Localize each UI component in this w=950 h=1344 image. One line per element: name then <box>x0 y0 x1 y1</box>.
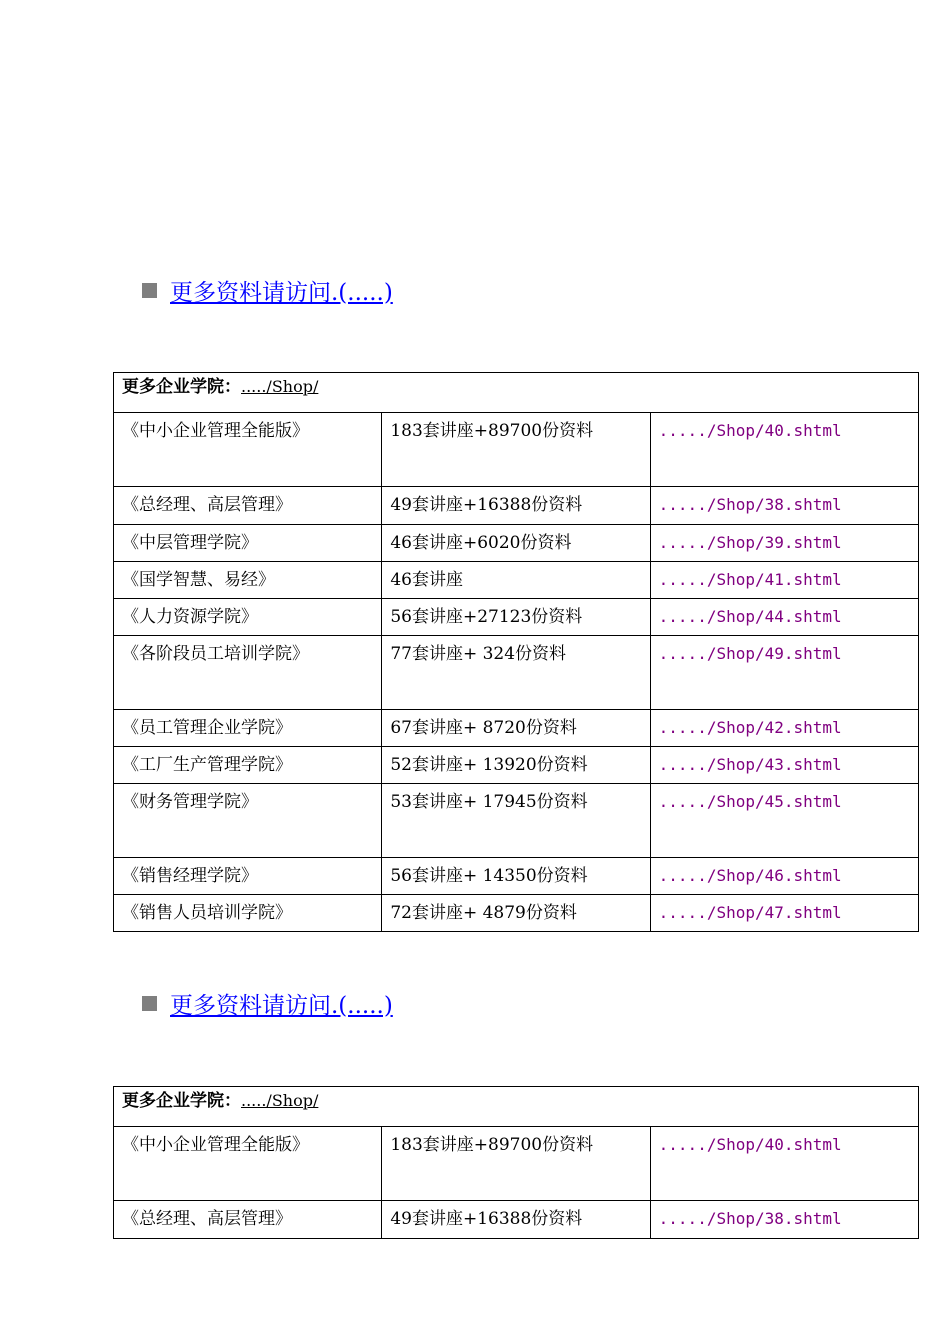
course-url <box>650 710 918 747</box>
table-row <box>114 413 919 487</box>
table-row <box>114 747 919 784</box>
course-link[interactable]: ...../Shop/39.shtml <box>658 533 842 552</box>
course-url <box>650 562 918 599</box>
course-link[interactable]: ...../Shop/49.shtml <box>658 644 842 663</box>
more-materials-link[interactable]: 更多资料请访问.(.....) <box>170 992 393 1019</box>
course-url <box>650 599 918 636</box>
course-desc: 53套讲座+ 17945份资料 <box>382 784 650 858</box>
heading-2 <box>142 985 393 1021</box>
table-row <box>114 710 919 747</box>
course-url <box>650 1127 918 1201</box>
course-link[interactable]: ...../Shop/44.shtml <box>658 607 842 626</box>
more-materials-link[interactable]: 更多资料请访问.(.....) <box>170 279 393 306</box>
course-url <box>650 525 918 562</box>
table-row <box>114 599 919 636</box>
course-url <box>650 858 918 895</box>
course-link[interactable]: ...../Shop/40.shtml <box>658 421 842 440</box>
shop-link[interactable]: ...../Shop/ <box>241 377 319 396</box>
course-name: 《销售经理学院》 <box>114 858 382 895</box>
table-header-cell <box>114 1087 919 1127</box>
course-desc: 52套讲座+ 13920份资料 <box>382 747 650 784</box>
course-desc: 67套讲座+ 8720份资料 <box>382 710 650 747</box>
course-link[interactable]: ...../Shop/47.shtml <box>658 903 842 922</box>
table-header-row <box>114 1087 919 1127</box>
course-name: 《财务管理学院》 <box>114 784 382 858</box>
header-label: 更多企业学院： <box>122 377 241 397</box>
course-desc: 56套讲座+27123份资料 <box>382 599 650 636</box>
course-desc: 183套讲座+89700份资料 <box>382 413 650 487</box>
course-desc: 56套讲座+ 14350份资料 <box>382 858 650 895</box>
heading-1 <box>142 272 393 308</box>
course-url <box>650 487 918 525</box>
course-name: 《总经理、高层管理》 <box>114 1201 382 1239</box>
shop-table-1 <box>113 372 919 932</box>
course-link[interactable]: ...../Shop/46.shtml <box>658 866 842 885</box>
square-bullet-icon <box>142 996 157 1011</box>
square-bullet-icon <box>142 283 157 298</box>
course-link[interactable]: ...../Shop/45.shtml <box>658 792 842 811</box>
course-name: 《工厂生产管理学院》 <box>114 747 382 784</box>
course-desc: 183套讲座+89700份资料 <box>382 1127 650 1201</box>
header-label: 更多企业学院： <box>122 1091 241 1111</box>
table-header-row <box>114 373 919 413</box>
course-desc: 77套讲座+ 324份资料 <box>382 636 650 710</box>
course-desc: 46套讲座+6020份资料 <box>382 525 650 562</box>
course-name: 《中小企业管理全能版》 <box>114 1127 382 1201</box>
course-link[interactable]: ...../Shop/43.shtml <box>658 755 842 774</box>
table-row <box>114 636 919 710</box>
course-link[interactable]: ...../Shop/38.shtml <box>658 495 842 514</box>
course-url <box>650 413 918 487</box>
course-desc: 72套讲座+ 4879份资料 <box>382 895 650 932</box>
table-header-cell <box>114 373 919 413</box>
table-row <box>114 562 919 599</box>
course-name: 《各阶段员工培训学院》 <box>114 636 382 710</box>
table-row <box>114 895 919 932</box>
course-link[interactable]: ...../Shop/40.shtml <box>658 1135 842 1154</box>
shop-link[interactable]: ...../Shop/ <box>241 1091 319 1110</box>
course-name: 《销售人员培训学院》 <box>114 895 382 932</box>
course-url <box>650 895 918 932</box>
course-desc: 46套讲座 <box>382 562 650 599</box>
course-link[interactable]: ...../Shop/41.shtml <box>658 570 842 589</box>
table-row <box>114 858 919 895</box>
course-link[interactable]: ...../Shop/42.shtml <box>658 718 842 737</box>
course-name: 《总经理、高层管理》 <box>114 487 382 525</box>
course-link[interactable]: ...../Shop/38.shtml <box>658 1209 842 1228</box>
course-url <box>650 747 918 784</box>
course-url <box>650 636 918 710</box>
table-row <box>114 1201 919 1239</box>
course-url <box>650 1201 918 1239</box>
table-row <box>114 784 919 858</box>
table-row <box>114 1127 919 1201</box>
course-name: 《中小企业管理全能版》 <box>114 413 382 487</box>
course-name: 《中层管理学院》 <box>114 525 382 562</box>
table-row <box>114 525 919 562</box>
course-url <box>650 784 918 858</box>
course-name: 《国学智慧、易经》 <box>114 562 382 599</box>
course-desc: 49套讲座+16388份资料 <box>382 487 650 525</box>
course-desc: 49套讲座+16388份资料 <box>382 1201 650 1239</box>
shop-table-2 <box>113 1086 919 1239</box>
course-name: 《员工管理企业学院》 <box>114 710 382 747</box>
table-row <box>114 487 919 525</box>
course-name: 《人力资源学院》 <box>114 599 382 636</box>
